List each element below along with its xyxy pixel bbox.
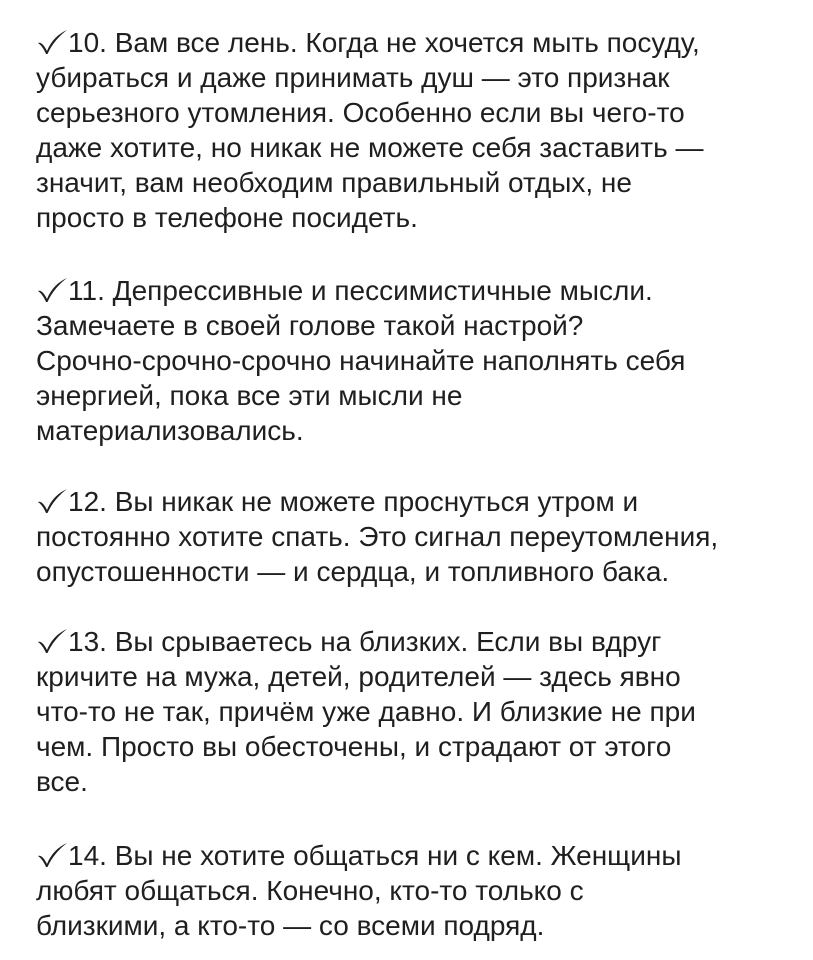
text-line (36, 130, 796, 165)
text-line (36, 165, 796, 200)
text-line-content: 10. Вам все лень. Когда не хочется мыть посуду, (68, 27, 700, 58)
text-line-content: все. (36, 766, 88, 797)
text-line (36, 908, 796, 943)
text-line-content: значит, вам необходим правильный отдых, не (36, 167, 632, 198)
checkmark-icon (36, 488, 68, 514)
text-line-content: постоянно хотите спать. Это сигнал переутомления, (36, 521, 719, 552)
text-line (36, 519, 796, 554)
text-line (36, 873, 796, 908)
text-line-content: Срочно-срочно-срочно начинайте наполнять себя (36, 345, 686, 376)
text-line (36, 60, 796, 95)
checkmark-icon (36, 277, 68, 303)
text-line-content: энергией, пока все эти мысли не (36, 380, 463, 411)
text-line (36, 764, 796, 799)
text-line-content: любят общаться. Конечно, кто-то только с (36, 875, 584, 906)
text-line (36, 624, 796, 659)
text-line-content: просто в телефоне посидеть. (36, 202, 418, 233)
text-line-content: Замечаете в своей голове такой настрой? (36, 310, 584, 341)
text-line-content: материализовались. (36, 415, 304, 446)
text-line (36, 273, 796, 308)
list-item-11 (36, 273, 796, 448)
text-line (36, 95, 796, 130)
text-line-content: серьезного утомления. Особенно если вы чего-то (36, 97, 685, 128)
text-line (36, 200, 796, 235)
text-line (36, 838, 796, 873)
text-line (36, 25, 796, 60)
checkmark-icon (36, 842, 68, 868)
text-line-content: убираться и даже принимать душ — это признак (36, 62, 670, 93)
list-item-10 (36, 25, 796, 235)
list-item-12 (36, 484, 796, 589)
text-line (36, 308, 796, 343)
text-line (36, 729, 796, 764)
text-line (36, 554, 796, 589)
text-line (36, 694, 796, 729)
list-item-14 (36, 838, 796, 943)
text-line-content: 11. Депрессивные и пессимистичные мысли. (68, 275, 653, 306)
text-line (36, 659, 796, 694)
text-line (36, 343, 796, 378)
text-line-content: близкими, а кто-то — со всеми подряд. (36, 910, 545, 941)
text-line (36, 484, 796, 519)
text-line-content: кричите на мужа, детей, родителей — здесь явно (36, 661, 681, 692)
text-line-content: 14. Вы не хотите общаться ни с кем. Женщины (68, 840, 682, 871)
text-line (36, 413, 796, 448)
text-line-content: 12. Вы никак не можете проснуться утром и (68, 486, 639, 517)
text-line-content: опустошенности — и сердца, и топливного бака. (36, 556, 670, 587)
text-line-content: 13. Вы срываетесь на близких. Если вы вдруг (68, 626, 662, 657)
checkmark-icon (36, 628, 68, 654)
text-line-content: чем. Просто вы обесточены, и страдают от этого (36, 731, 672, 762)
text-line (36, 378, 796, 413)
text-line-content: что-то не так, причём уже давно. И близкие не при (36, 696, 696, 727)
text-line-content: даже хотите, но никак не можете себя заставить — (36, 132, 704, 163)
list-item-13 (36, 624, 796, 799)
checkmark-icon (36, 29, 68, 55)
